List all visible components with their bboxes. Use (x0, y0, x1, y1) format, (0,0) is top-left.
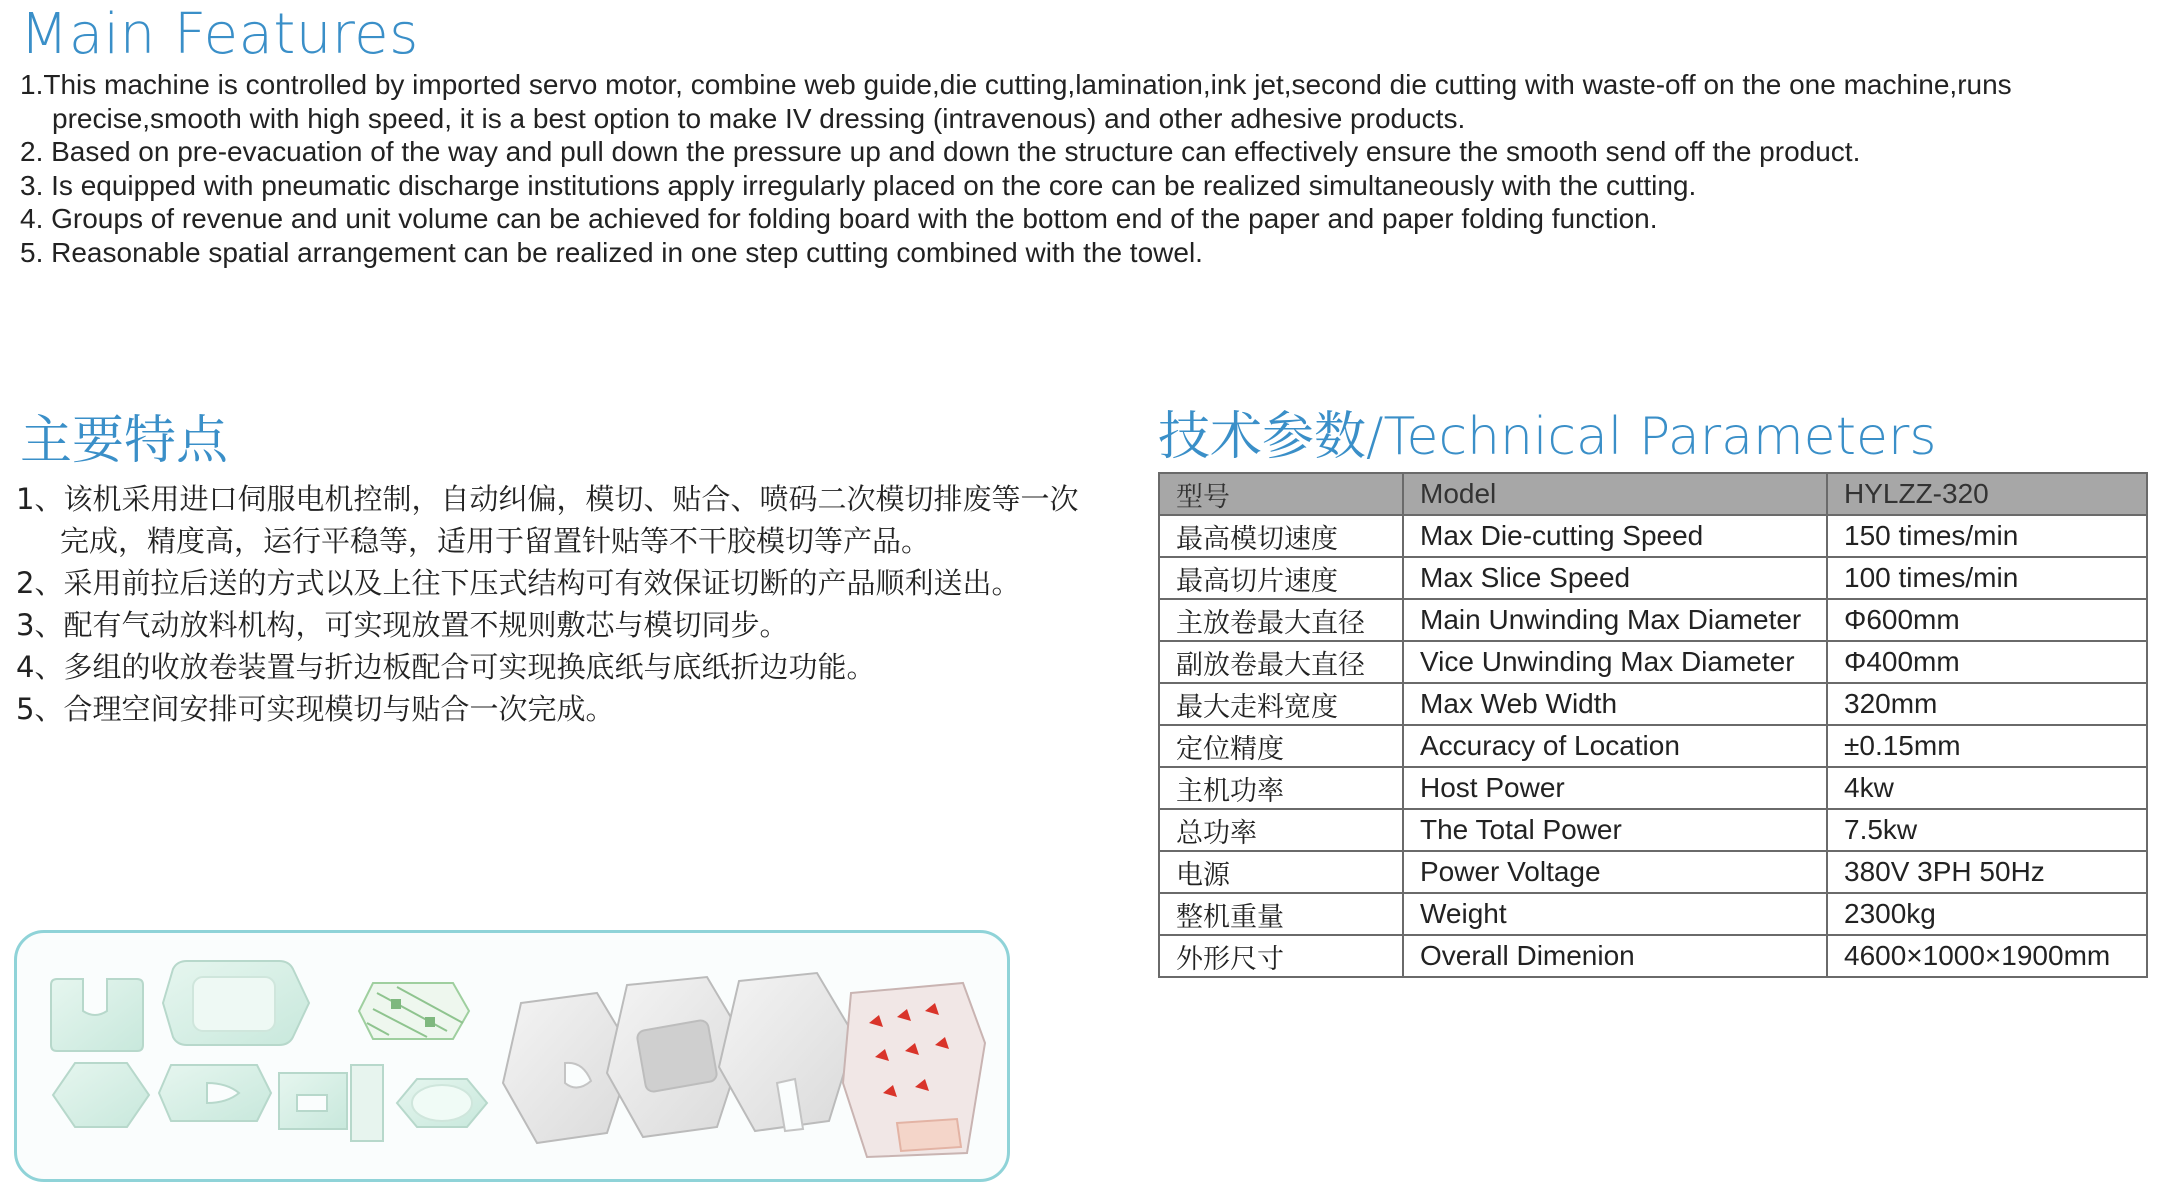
param-en-cell: Max Web Width (1403, 683, 1827, 725)
param-en-cell: Power Voltage (1403, 851, 1827, 893)
table-row (1159, 683, 2147, 725)
param-value-cell: 2300kg (1827, 893, 2147, 935)
table-row (1159, 851, 2147, 893)
main-features-cn-list (16, 478, 1096, 730)
feature-item: 4. Groups of revenue and unit volume can be achieved for folding board with the bottom end of the paper and paper folding function. (20, 203, 1658, 235)
feature-item: 1.This machine is controlled by imported servo motor, combine web guide,die cutting,lamination,ink jet,second die cutting with waste-off on the one machine,runs precise,smooth with high speed, it is a best option to make IV dressing (intravenous) and other adhesive products. (20, 69, 2012, 134)
feature-item: 2. Based on pre-evacuation of the way and pull down the pressure up and down the structure can effectively ensure the smooth send off the product. (20, 136, 1861, 168)
param-value-cell: 4kw (1827, 767, 2147, 809)
feature-item: 5. Reasonable spatial arrangement can be realized in one step cutting combined with the towel. (20, 236, 1203, 268)
param-en-cell: Weight (1403, 893, 1827, 935)
param-cn-cell: 最大走料宽度 (1159, 683, 1403, 725)
table-header-row (1159, 473, 2147, 515)
param-en-cell: Accuracy of Location (1403, 725, 1827, 767)
param-cn-cell: 主放卷最大直径 (1159, 599, 1403, 641)
dressing-printed (359, 983, 469, 1039)
feature-cn-item: 3、配有气动放料机构，可实现放置不规则敷芯与模切同步。 (16, 608, 789, 642)
technical-parameters-table (1158, 472, 2148, 978)
dressing-pack-4 (843, 983, 985, 1157)
dressing-round (397, 1079, 487, 1127)
param-value-cell: Φ400mm (1827, 641, 2147, 683)
product-samples-image (14, 930, 1010, 1182)
param-value-cell: 150 times/min (1827, 515, 2147, 557)
table-row (1159, 641, 2147, 683)
dressing-pack-3 (719, 973, 855, 1131)
feature-cn-item: 2、采用前拉后送的方式以及上往下压式结构可有效保证切断的产品顺利送出。 (16, 566, 1021, 600)
param-cn-cell: 副放卷最大直径 (1159, 641, 1403, 683)
table-row (1159, 893, 2147, 935)
technical-parameters-title: 技术参数/Technical Parameters (1158, 407, 1937, 467)
param-cn-cell: 总功率 (1159, 809, 1403, 851)
param-en-cell: Max Die-cutting Speed (1403, 515, 1827, 557)
param-cn-cell: 最高模切速度 (1159, 515, 1403, 557)
param-value-cell: 7.5kw (1827, 809, 2147, 851)
dressing-notched (159, 1065, 271, 1121)
iv-dressing-samples-illustration (17, 933, 1007, 1179)
param-cn-cell: 最高切片速度 (1159, 557, 1403, 599)
dressing-oval (53, 1063, 149, 1127)
feature-cn-item: 1、该机采用进口伺服电机控制，自动纠偏，模切、贴合、喷码二次模切排废等一次完成，精度高，运行平稳等，适用于留置针贴等不干胶模切等产品。 (16, 482, 1079, 558)
param-en-cell: Max Slice Speed (1403, 557, 1827, 599)
dressing-large (163, 961, 309, 1045)
param-value-cell: 380V 3PH 50Hz (1827, 851, 2147, 893)
header-cn-cell: 型号 (1159, 473, 1403, 515)
param-en-cell: Overall Dimenion (1403, 935, 1827, 977)
param-value-cell: 100 times/min (1827, 557, 2147, 599)
param-en-cell: Vice Unwinding Max Diameter (1403, 641, 1827, 683)
param-value-cell: Φ600mm (1827, 599, 2147, 641)
param-value-cell: 320mm (1827, 683, 2147, 725)
dressing-tab (279, 1065, 383, 1141)
main-features-title: Main Features (20, 2, 419, 67)
table-row (1159, 935, 2147, 977)
table-row (1159, 809, 2147, 851)
param-cn-cell: 主机功率 (1159, 767, 1403, 809)
main-features-list (20, 68, 2130, 270)
header-value-cell: HYLZZ-320 (1827, 473, 2147, 515)
param-value-cell: ±0.15mm (1827, 725, 2147, 767)
table-row (1159, 557, 2147, 599)
param-cn-cell: 整机重量 (1159, 893, 1403, 935)
feature-cn-item: 5、合理空间安排可实现模切与贴合一次完成。 (16, 692, 615, 726)
param-en-cell: Main Unwinding Max Diameter (1403, 599, 1827, 641)
table-row (1159, 599, 2147, 641)
dressing-slotted (51, 979, 143, 1051)
param-cn-cell: 外形尺寸 (1159, 935, 1403, 977)
table-row (1159, 725, 2147, 767)
header-en-cell: Model (1403, 473, 1827, 515)
param-value-cell: 4600×1000×1900mm (1827, 935, 2147, 977)
feature-item: 3. Is equipped with pneumatic discharge institutions apply irregularly placed on the core can be realized simultaneously with the cutting. (20, 169, 1697, 201)
feature-cn-item: 4、多组的收放卷装置与折边板配合可实现换底纸与底纸折边功能。 (16, 650, 876, 684)
table-row (1159, 515, 2147, 557)
param-en-cell: Host Power (1403, 767, 1827, 809)
param-cn-cell: 定位精度 (1159, 725, 1403, 767)
param-cn-cell: 电源 (1159, 851, 1403, 893)
table-row (1159, 767, 2147, 809)
param-en-cell: The Total Power (1403, 809, 1827, 851)
main-features-cn-title: 主要特点 (20, 411, 229, 471)
